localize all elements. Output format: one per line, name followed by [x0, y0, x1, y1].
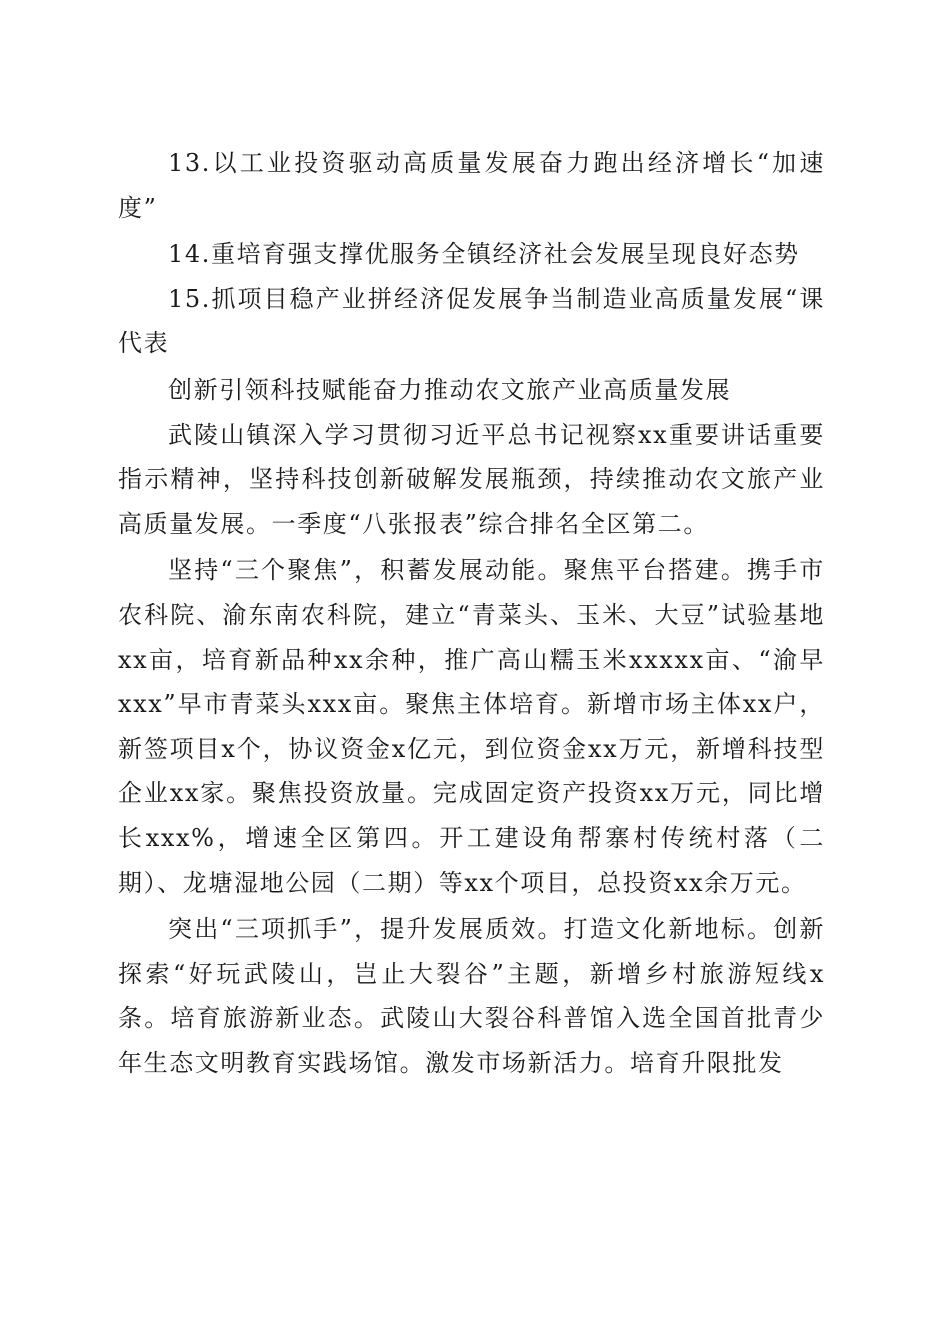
list-item-13: 13.以工业投资驱动高质量发展奋力跑出经济增长“加速度”: [118, 149, 825, 222]
list-item-15: 15.抓项目稳产业拼经济促发展争当制造业高质量发展“课代表: [118, 284, 825, 358]
document-body: [118, 141, 825, 1085]
intro-paragraph: 武陵山镇深入学习贯彻习近平总书记视察xx重要讲话重要指示精神，坚持科技创新破解发展瓶颈，持续推动农文旅产业高质量发展。一季度“八张报表”综合排名全区第二。: [118, 420, 825, 538]
body-paragraph-measures: 突出“三项抓手”，提升发展质效。打造文化新地标。创新探索“好玩武陵山，岂止大裂谷”主题，新增乡村旅游短线x条。培育旅游新业态。武陵山大裂谷科普馆入选全国首批青少年生态文明教育实践场馆。激发市场新活力。培育升限批发: [118, 915, 825, 1077]
article-title: 创新引领科技赋能奋力推动农文旅产业高质量发展: [168, 375, 732, 404]
body-paragraph-focus: 坚持“三个聚焦”，积蓄发展动能。聚焦平台搭建。携手市农科院、渝东南农科院，建立“青菜头、玉米、大豆”试验基地xx亩，培育新品种xx余种，推广高山糯玉米xxxxx亩、“渝早xxx”早市青菜头xxx亩。聚焦主体培育。新增市场主体xx户，新签项目x个，协议资金x亿元，到位资金xx万元，新增科技型企业xx家。聚焦投资放量。完成固定资产投资xx万元，同比增长xxx%，增速全区第四。开工建设角帮寨村传统村落（二期）、龙塘湿地公园（二期）等xx个项目，总投资xx余万元。: [118, 556, 825, 897]
list-item-14: 14.重培育强支撑优服务全镇经济社会发展呈现良好态势: [168, 240, 800, 269]
